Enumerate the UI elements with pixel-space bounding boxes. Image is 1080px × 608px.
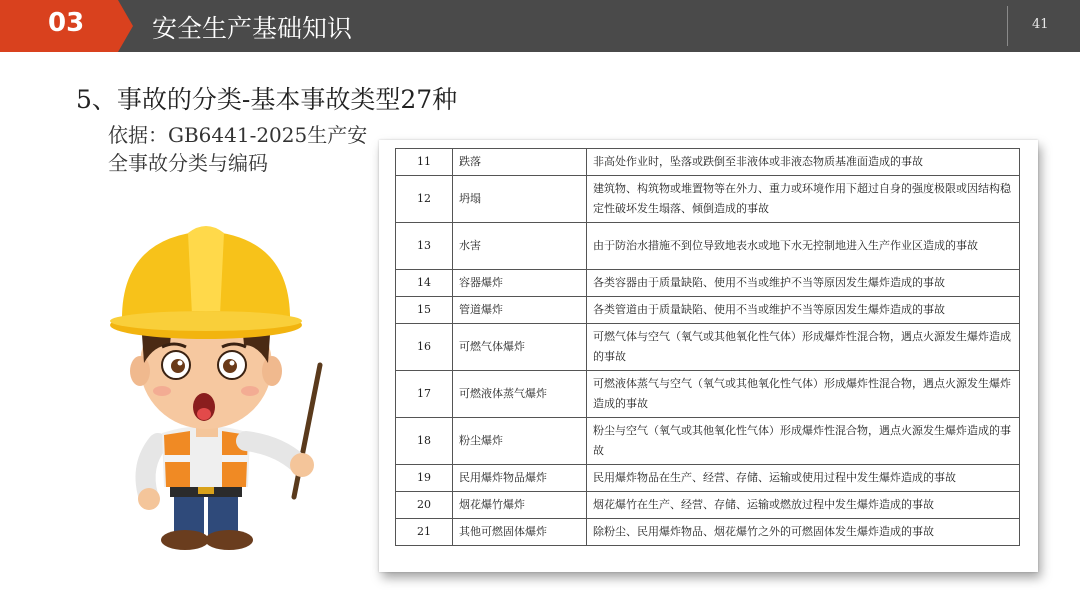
table-row <box>396 492 1020 519</box>
table-row <box>396 371 1020 418</box>
header-title: 安全生产基础知识 <box>152 14 353 43</box>
table-row <box>396 270 1020 297</box>
accident-type: 跌落 <box>453 149 587 176</box>
accident-type: 水害 <box>453 223 587 270</box>
row-number: 13 <box>396 223 453 270</box>
accident-type: 其他可燃固体爆炸 <box>453 519 587 546</box>
header-bar <box>0 0 1080 52</box>
row-number: 14 <box>396 270 453 297</box>
accident-type: 烟花爆竹爆炸 <box>453 492 587 519</box>
header-divider <box>1007 6 1008 46</box>
section-number: 03 <box>48 8 85 38</box>
accident-description: 粉尘与空气（氧气或其他氧化性气体）形成爆炸性混合物，遇点火源发生爆炸造成的事故 <box>587 418 1020 465</box>
row-number: 18 <box>396 418 453 465</box>
accident-type: 坍塌 <box>453 176 587 223</box>
accident-description: 各类容器由于质量缺陷、使用不当或维护不当等原因发生爆炸造成的事故 <box>587 270 1020 297</box>
page-number: 41 <box>1032 17 1049 32</box>
table-row <box>396 418 1020 465</box>
accident-description: 非高处作业时，坠落或跌倒至非液体或非液态物质基准面造成的事故 <box>587 149 1020 176</box>
row-number: 21 <box>396 519 453 546</box>
accident-type-table-card <box>379 140 1038 572</box>
page-title: 5、事故的分类-基本事故类型27种 <box>76 85 458 114</box>
accident-description: 除粉尘、民用爆炸物品、烟花爆竹之外的可燃固体发生爆炸造成的事故 <box>587 519 1020 546</box>
accident-description: 烟花爆竹在生产、经营、存储、运输或燃放过程中发生爆炸造成的事故 <box>587 492 1020 519</box>
accident-type-table <box>395 148 1020 546</box>
accident-description: 可燃气体与空气（氧气或其他氧化性气体）形成爆炸性混合物，遇点火源发生爆炸造成的事故 <box>587 324 1020 371</box>
table-row <box>396 324 1020 371</box>
table-row <box>396 176 1020 223</box>
accident-type: 民用爆炸物品爆炸 <box>453 465 587 492</box>
row-number: 20 <box>396 492 453 519</box>
accident-type: 管道爆炸 <box>453 297 587 324</box>
accident-description: 可燃液体蒸气与空气（氧气或其他氧化性气体）形成爆炸性混合物，遇点火源发生爆炸造成的事故 <box>587 371 1020 418</box>
pointer-stick <box>294 365 320 497</box>
accident-type: 可燃气体爆炸 <box>453 324 587 371</box>
accident-type: 容器爆炸 <box>453 270 587 297</box>
accident-type: 粉尘爆炸 <box>453 418 587 465</box>
row-number: 15 <box>396 297 453 324</box>
standard-basis-text: 依据：GB6441-2025生产安全事故分类与编码 <box>108 123 368 175</box>
accident-description: 各类管道由于质量缺陷、使用不当或维护不当等原因发生爆炸造成的事故 <box>587 297 1020 324</box>
accident-description: 建筑物、构筑物或堆置物等在外力、重力或环境作用下超过自身的强度极限或因结构稳定性破坏发生塌落、倾倒造成的事故 <box>587 176 1020 223</box>
accident-description: 由于防治水措施不到位导致地表水或地下水无控制地进入生产作业区造成的事故 <box>587 223 1020 270</box>
table-row <box>396 223 1020 270</box>
table-row <box>396 149 1020 176</box>
row-number: 11 <box>396 149 453 176</box>
table-row <box>396 519 1020 546</box>
row-number: 12 <box>396 176 453 223</box>
construction-worker-illustration <box>92 195 332 555</box>
table-row <box>396 465 1020 492</box>
row-number: 16 <box>396 324 453 371</box>
row-number: 19 <box>396 465 453 492</box>
row-number: 17 <box>396 371 453 418</box>
accident-description: 民用爆炸物品在生产、经营、存储、运输或使用过程中发生爆炸造成的事故 <box>587 465 1020 492</box>
hard-hat-icon <box>110 226 302 339</box>
accident-type: 可燃液体蒸气爆炸 <box>453 371 587 418</box>
table-row <box>396 297 1020 324</box>
